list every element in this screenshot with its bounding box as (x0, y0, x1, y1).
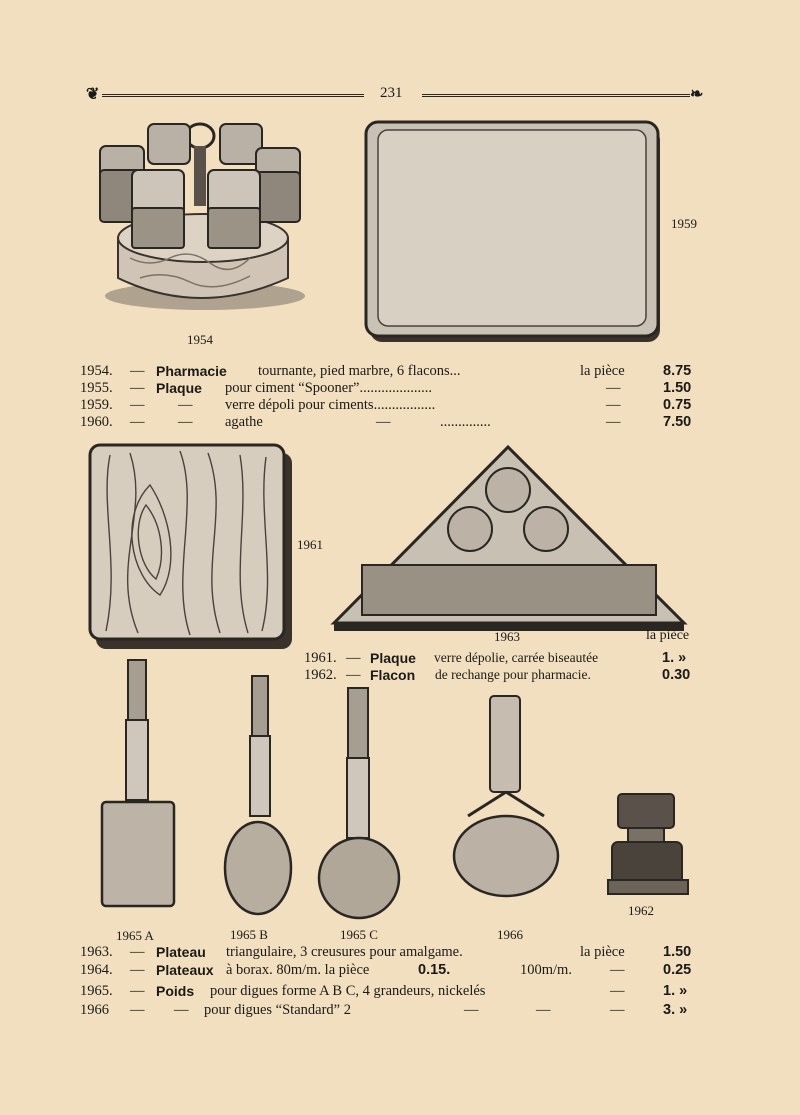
triangular-tray-illustration (332, 445, 688, 635)
list-item: 1966 — — pour digues “Standard” 2 — — — 3. » (80, 1002, 688, 1018)
list-item: 1954. — Pharmacie tournante, pied marbre, 6 flacons... la pièce 8.75 (80, 363, 692, 379)
beveled-glass-plate-illustration (90, 445, 292, 650)
page-number: 231 (380, 85, 403, 101)
list-item: 1964. — Plateaux à borax. 80m/m. la pièce 0.15. 100m/m. — 0.25 (80, 962, 692, 978)
fig-label-1966: 1966 (497, 927, 523, 942)
weight-standard-illustration (448, 696, 564, 902)
list-item: 1963. — Plateau triangulaire, 3 creusures pour amalgame. la pièce 1.50 (80, 944, 692, 960)
fig-label-1963: 1963 (494, 629, 520, 644)
weight-c-illustration (318, 688, 404, 922)
weight-a-illustration (100, 660, 176, 910)
weight-b-illustration (222, 676, 294, 920)
header-rule-right (422, 94, 690, 97)
fig-label-1965a: 1965 A (116, 928, 154, 943)
pharmacy-carousel-illustration (90, 118, 310, 318)
list-item: 1961. — Plaque verre dépolie, carrée biseautée 1. » (304, 650, 687, 666)
unit-header: la pièce (646, 628, 690, 643)
fig-label-1962: 1962 (628, 903, 654, 918)
list-item: 1965. — Poids pour digues forme A B C, 4 grandeurs, nickelés — 1. » (80, 983, 688, 999)
fig-label-1959: 1959 (671, 216, 697, 231)
list-item: 1962. — Flacon de rechange pour pharmacie. 0.30 (304, 667, 691, 683)
list-item: 1955. — Plaque pour ciment “Spooner”.................... — 1.50 (80, 380, 692, 396)
header-rule-left (102, 94, 364, 97)
spare-flask-illustration (608, 792, 694, 896)
fig-label-1961: 1961 (297, 537, 323, 552)
right-ornament-icon: ❧ (690, 86, 704, 103)
fig-label-1965b: 1965 B (230, 927, 268, 942)
frosted-glass-plate-illustration (366, 120, 664, 344)
list-item: 1960. — — agathe — .............. — 7.50 (80, 414, 692, 430)
list-item: 1959. — — verre dépoli pour ciments................. — 0.75 (80, 397, 692, 413)
fig-label-1954: 1954 (187, 332, 213, 347)
fig-label-1965c: 1965 C (340, 927, 378, 942)
left-ornament-icon: ❦ (86, 86, 100, 103)
